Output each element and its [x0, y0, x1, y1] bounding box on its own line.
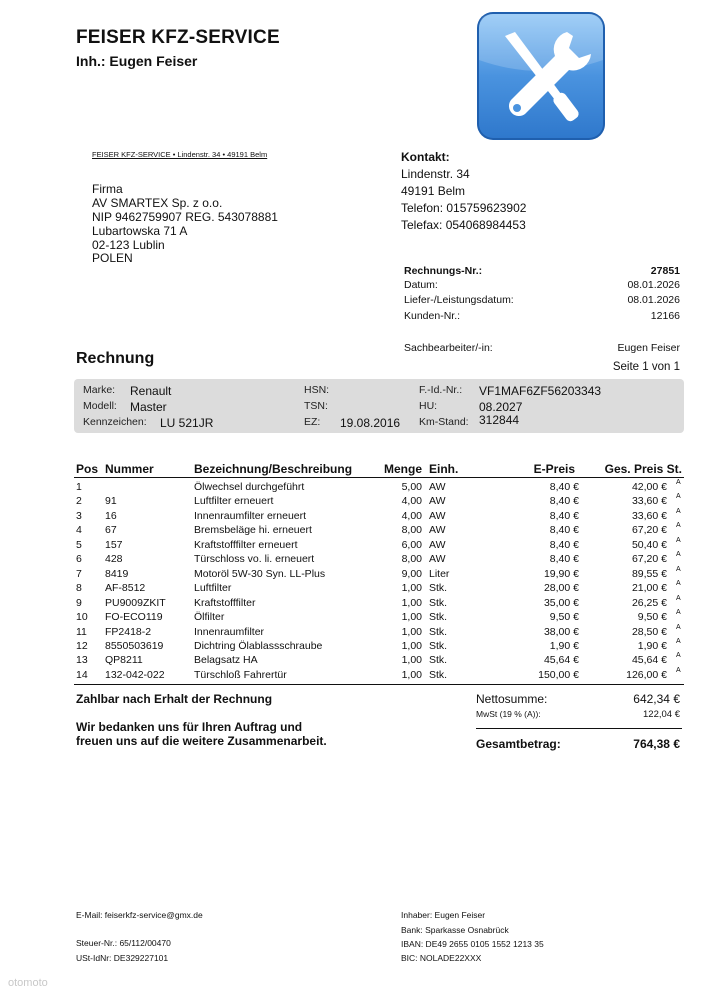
recipient-line: 02-123 Lublin [92, 238, 165, 252]
model-label: Modell: [83, 400, 117, 412]
recipient-line: POLEN [92, 251, 133, 265]
table-cell-total: 45,64 € [631, 654, 667, 667]
table-cell-total: 33,60 € [631, 495, 667, 508]
table-cell-desc: Dichtring Ölablassschraube [194, 639, 323, 652]
table-cell-qty: 1,00 [401, 611, 422, 624]
totals-divider [476, 728, 682, 729]
table-cell-unit: Stk. [429, 639, 448, 652]
table-cell-price: 8,40 € [549, 553, 579, 566]
col-unit: Einh. [429, 462, 459, 476]
table-cell-nr: FO-ECO119 [105, 611, 163, 624]
watermark: otomoto [8, 977, 48, 989]
hu-value: 08.2027 [479, 400, 523, 414]
table-cell-pos: 10 [76, 611, 88, 624]
contact-line: Lindenstr. 34 [401, 167, 470, 181]
table-cell-price: 1,90 € [549, 639, 579, 652]
page-number: Seite 1 von 1 [612, 361, 680, 373]
table-cell-tax: A [676, 666, 681, 674]
make-value: Renault [130, 384, 172, 398]
page-title: Rechnung [76, 350, 155, 367]
table-cell-nr: 428 [105, 553, 123, 566]
table-footer-divider [74, 684, 684, 685]
table-cell-desc: Innenraumfilter [194, 625, 265, 638]
table-cell-unit: Stk. [429, 611, 448, 624]
table-cell-pos: 14 [76, 668, 88, 681]
plate-label: Kennzeichen: [83, 416, 147, 428]
vat-label: MwSt (19 % (A)): [476, 709, 541, 719]
table-cell-qty: 4,00 [401, 495, 422, 508]
table-cell-qty: 1,00 [401, 582, 422, 595]
col-total-price: Ges. Preis St. [604, 462, 682, 476]
table-cell-total: 28,50 € [631, 625, 667, 638]
date-value: 08.01.2026 [627, 279, 680, 291]
table-cell-tax: A [676, 652, 681, 660]
km-value: 312844 [479, 413, 520, 427]
agent-value: Eugen Feiser [617, 342, 680, 354]
footer-bank: Bank: Sparkasse Osnabrück [401, 925, 509, 935]
table-cell-tax: A [676, 623, 681, 631]
table-cell-pos: 5 [76, 538, 82, 551]
hu-label: HU: [419, 400, 438, 412]
table-cell-unit: Stk. [429, 596, 448, 609]
table-cell-pos: 13 [76, 654, 88, 667]
thanks-line: freuen uns auf die weitere Zusammenarbeit. [76, 734, 327, 748]
table-cell-desc: Türschloss vo. li. erneuert [194, 553, 315, 566]
table-cell-pos: 8 [76, 582, 82, 595]
table-cell-nr: AF-8512 [105, 582, 146, 595]
table-cell-price: 19,90 € [543, 567, 579, 580]
gross-value: 764,38 € [633, 737, 680, 751]
table-cell-desc: Belagsatz HA [194, 654, 258, 667]
vin-value: VF1MAF6ZF56203343 [479, 384, 602, 398]
contact-line: Telefon: 015759623902 [401, 201, 527, 215]
table-cell-price: 8,40 € [549, 538, 579, 551]
table-cell-qty: 5,00 [401, 481, 422, 493]
table-cell-tax: A [676, 536, 681, 544]
table-cell-nr: 8550503619 [105, 639, 164, 652]
table-cell-price: 8,40 € [549, 524, 579, 537]
invoice-no: 27851 [650, 265, 680, 277]
table-cell-desc: Luftfilter [194, 582, 232, 595]
table-cell-tax: A [676, 594, 681, 602]
km-label: Km-Stand: [419, 416, 469, 428]
footer-tax-no: Steuer-Nr.: 65/112/00470 [76, 938, 171, 948]
recipient-line: Firma [92, 182, 123, 196]
table-cell-desc: Kraftstofffilter erneuert [194, 538, 298, 551]
table-cell-desc: Ölfilter [194, 611, 225, 624]
table-cell-unit: AW [429, 481, 446, 493]
model-value: Master [130, 400, 167, 414]
table-cell-price: 8,40 € [549, 509, 579, 522]
table-cell-tax: A [676, 507, 681, 515]
table-cell-nr: 157 [105, 538, 123, 551]
net-label: Nettosumme: [476, 692, 548, 706]
table-cell-price: 8,40 € [549, 481, 579, 493]
table-cell-desc: Luftfilter erneuert [194, 495, 274, 508]
sender-line: FEISER KFZ-SERVICE • Lindenstr. 34 • 49191 Belm [92, 150, 268, 159]
contact-line: Telefax: 054068984453 [401, 218, 526, 232]
table-cell-desc: Innenraumfilter erneuert [194, 509, 307, 522]
table-cell-nr: FP2418-2 [105, 625, 152, 638]
table-cell-qty: 1,00 [401, 654, 422, 667]
table-cell-qty: 8,00 [401, 524, 422, 537]
vat-value: 122,04 € [643, 709, 680, 720]
footer-vat-id: USt-IdNr: DE329227101 [76, 953, 169, 963]
table-cell-qty: 8,00 [401, 553, 422, 566]
make-label: Marke: [83, 384, 116, 396]
table-cell-pos: 1 [76, 481, 82, 493]
table-cell-qty: 4,00 [401, 509, 422, 522]
table-cell-desc: Motoröl 5W-30 Syn. LL-Plus [194, 567, 326, 580]
footer-owner: Inhaber: Eugen Feiser [401, 910, 486, 920]
table-cell-total: 1,90 € [637, 639, 667, 652]
contact-title: Kontakt: [401, 150, 450, 164]
wrench-screwdriver-icon [475, 10, 607, 142]
table-cell-nr: 132-042-022 [105, 668, 165, 681]
table-cell-price: 45,64 € [543, 654, 579, 667]
table-cell-price: 38,00 € [543, 625, 579, 638]
agent-label: Sachbearbeiter/-in: [404, 342, 493, 354]
table-cell-price: 8,40 € [549, 495, 579, 508]
table-cell-pos: 9 [76, 596, 82, 609]
table-cell-total: 42,00 € [631, 481, 667, 493]
payment-terms: Zahlbar nach Erhalt der Rechnung [76, 692, 273, 706]
table-cell-pos: 3 [76, 509, 82, 522]
service-date-label: Liefer-/Leistungsdatum: [404, 294, 514, 306]
net-value: 642,34 € [633, 692, 680, 706]
thanks-line: Wir bedanken uns für Ihren Auftrag und [76, 720, 303, 734]
table-cell-qty: 6,00 [401, 538, 422, 551]
table-cell-price: 9,50 € [549, 611, 579, 624]
table-cell-unit: AW [429, 509, 446, 522]
table-cell-unit: AW [429, 538, 446, 551]
table-cell-unit: Stk. [429, 625, 448, 638]
table-cell-unit: AW [429, 553, 446, 566]
table-cell-pos: 6 [76, 553, 82, 566]
table-cell-nr: 67 [105, 524, 117, 537]
table-cell-total: 67,20 € [631, 524, 667, 537]
table-cell-unit: Liter [429, 567, 450, 580]
table-cell-qty: 1,00 [401, 668, 422, 681]
table-cell-nr: PU9009ZKIT [105, 596, 166, 609]
table-cell-qty: 1,00 [401, 639, 422, 652]
table-cell-tax: A [676, 565, 681, 573]
contact-line: 49191 Belm [401, 184, 466, 198]
col-unit-price: E-Preis [533, 462, 575, 476]
table-cell-total: 21,00 € [631, 582, 667, 595]
table-cell-tax: A [676, 493, 681, 501]
table-cell-pos: 4 [76, 524, 82, 537]
table-cell-desc: Bremsbeläge hi. erneuert [194, 524, 312, 537]
service-date-value: 08.01.2026 [627, 294, 680, 306]
table-cell-tax: A [676, 580, 681, 588]
vehicle-info-box [74, 379, 684, 433]
table-cell-qty: 1,00 [401, 596, 422, 609]
table-cell-total: 9,50 € [637, 611, 667, 624]
col-pos: Pos [76, 462, 99, 476]
plate-value: LU 521JR [160, 416, 214, 430]
table-cell-pos: 11 [76, 625, 87, 638]
table-cell-pos: 2 [76, 495, 82, 508]
invoice-no-label: Rechnungs-Nr.: [404, 265, 483, 277]
col-description: Bezeichnung/Beschreibung [194, 462, 353, 476]
table-cell-unit: Stk. [429, 582, 448, 595]
footer-email: E-Mail: feiserkfz-service@gmx.de [76, 910, 203, 920]
table-cell-nr: 91 [105, 495, 117, 508]
table-cell-tax: A [676, 522, 681, 530]
table-cell-unit: AW [429, 524, 446, 537]
company-owner: Inh.: Eugen Feiser [76, 53, 198, 69]
table-cell-unit: Stk. [429, 654, 448, 667]
table-cell-total: 26,25 € [631, 596, 667, 609]
recipient-line: AV SMARTEX Sp. z o.o. [92, 196, 223, 210]
vin-label: F.-Id.-Nr.: [419, 384, 463, 396]
ez-value: 19.08.2016 [340, 416, 401, 430]
table-cell-total: 89,55 € [631, 567, 667, 580]
customer-no-label: Kunden-Nr.: [404, 310, 461, 322]
table-cell-total: 33,60 € [631, 509, 667, 522]
table-cell-tax: A [676, 609, 681, 617]
table-cell-pos: 7 [76, 567, 82, 580]
ez-label: EZ: [304, 416, 321, 428]
table-header-divider [74, 477, 684, 478]
table-cell-nr: QP8211 [105, 654, 143, 667]
table-cell-desc: Kraftstofffilter [194, 596, 256, 609]
table-cell-desc: Türschloß Fahrertür [194, 668, 287, 681]
table-cell-total: 126,00 € [626, 668, 667, 681]
customer-no-value: 12166 [650, 310, 680, 322]
table-cell-desc: Ölwechsel durchgeführt [194, 481, 305, 493]
table-cell-nr: 16 [105, 509, 117, 522]
table-cell-total: 67,20 € [631, 553, 667, 566]
table-cell-unit: AW [429, 495, 446, 508]
date-label: Datum: [404, 279, 438, 291]
table-cell-price: 150,00 € [538, 668, 579, 681]
table-cell-qty: 9,00 [401, 567, 422, 580]
tsn-label: TSN: [304, 400, 328, 412]
table-cell-qty: 1,00 [401, 625, 422, 638]
table-cell-tax: A [676, 551, 681, 559]
col-quantity: Menge [384, 462, 423, 476]
table-cell-unit: Stk. [429, 668, 448, 681]
table-cell-tax: A [676, 637, 681, 645]
table-cell-total: 50,40 € [631, 538, 667, 551]
company-name: FEISER KFZ-SERVICE [76, 27, 280, 48]
table-cell-tax: A [676, 479, 681, 486]
table-cell-price: 28,00 € [543, 582, 579, 595]
footer-bic: BIC: NOLADE22XXX [401, 953, 482, 963]
hsn-label: HSN: [304, 384, 330, 396]
recipient-line: NIP 9462759907 REG. 543078881 [92, 210, 278, 224]
col-number: Nummer [105, 462, 154, 476]
recipient-line: Lubartowska 71 A [92, 224, 188, 238]
gross-label: Gesamtbetrag: [476, 737, 561, 751]
footer-iban: IBAN: DE49 2655 0105 1552 1213 35 [401, 939, 544, 949]
table-cell-price: 35,00 € [543, 596, 579, 609]
table-cell-nr: 8419 [105, 567, 129, 580]
table-cell-pos: 12 [76, 639, 88, 652]
